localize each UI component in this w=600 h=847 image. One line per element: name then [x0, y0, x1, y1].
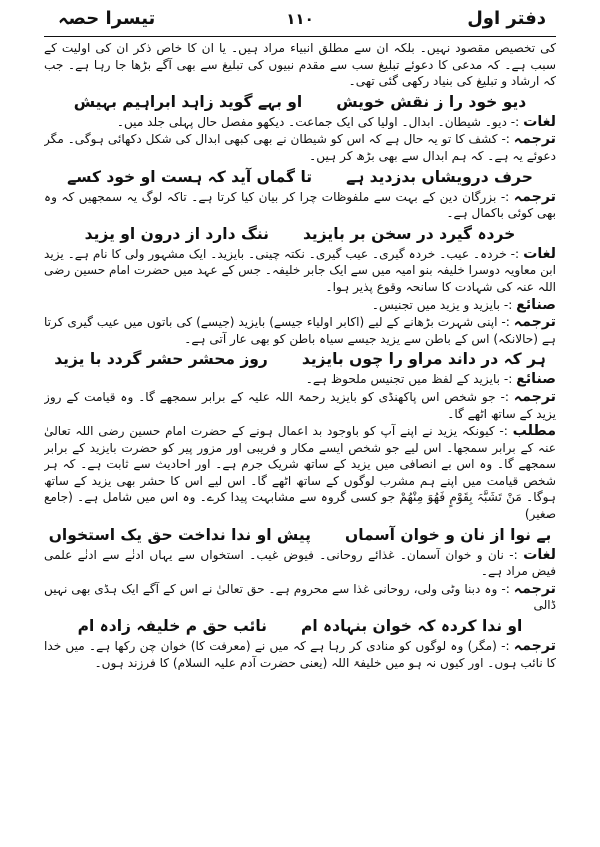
verse-hemistich-second: ننگ دارد از درون او یزید [84, 224, 269, 243]
verse-hemistich-second: روز محشر حشر گردد با یزید [54, 350, 268, 369]
verse-hemistich-first: او ندا کردہ کہ خوان بنہادہ ام [300, 617, 523, 636]
paragraph-text: :- کیونکہ یزید نے اپنے آپ کو باوجود بد اعمال ہونے کے حضرت امام حسین رضی اللہ تعالیٰ عنہ کے برابر سمجھا۔ اس لیے جو شخص ایسے مکار و فریبی اور مزور پیر کو حضرت بایزید کے برابر سمجھے گا۔ وہ اس بے انصافی میں یزید کے ساتھ شریک جرم ہے۔ اور احادیث سے ثابت ہے۔ کہ ہر شخص قیامت میں اپنے ہم مشرب لوگوں کے ساتھ اٹھے گا۔ اس لیے اس کا حشر بھی یزید کے ساتھ ہوگا۔ مَنْ تَشَبَّہَ بِقَوْمٍ فَھُوَ مِنْھُمْ جو کسی گروہ سے مشابہت پیدا کرے۔ وہ اس میں شامل ہے۔ (جامع صغیر) [44, 424, 556, 522]
verse-line [44, 167, 556, 188]
paragraph-text: :- جو شخص اس پاکھنڈی کو بایزید رحمۃ اللہ علیہ کے برابر سمجھے گا۔ وہ قیامت کے روز یزید کے ساتھ اٹھے گا۔ [44, 389, 556, 421]
paragraph-text: :- کشف کا تو یہ حال ہے کہ اس کو شیطان نے بھی کبھی ابدال کی شکل دکھائی ہوگی۔ مگر دعوئے یہ ہے۔ کہ ہم ابدال سے بھی بڑھ کر ہیں۔ [44, 132, 556, 163]
paragraph-text: :- (مگر) وہ لوگوں کو منادی کر رہا ہے کہ میں نے (معرفت کا) خوان چن رکھا ہے۔ میں خدا کا نائب ہوں۔ اور کیوں نہ ہو میں خلیفۃ اللہ (یعنی حضرت آدم علیہ السلام) کا فرزند ہوں۔ [44, 639, 556, 670]
commentary-paragraph [44, 314, 556, 347]
section-label: ترجمہ [513, 131, 556, 148]
verse-line [44, 224, 556, 245]
header-book-volume: دفتر اول [467, 8, 546, 29]
commentary-paragraph [44, 131, 556, 164]
section-label: لغات [523, 245, 556, 262]
paragraph-text: :- بایزید و یزید میں تجنیس۔ [371, 297, 513, 312]
commentary-paragraph [44, 297, 556, 314]
paragraph-text: :- بایزید کے لفظ میں تجنیس ملحوظ ہے۔ [305, 372, 513, 387]
verse-line [44, 92, 556, 113]
section-label: ترجمہ [513, 188, 556, 205]
verse-hemistich-second: نائب حق م خلیفہ زادہ ام [77, 617, 267, 636]
paragraph-text: :- خردہ۔ عیب۔ خردہ گیری۔ عیب گیری۔ نکتہ چینی۔ بایزید۔ ایک مشہور ولی کا نام ہے۔ یزید ابن معاویہ دوسرا خلیفہ بنو امیہ میں سے ایک جابر خلیفہ۔ جس کے عہد میں حضرت امام حسین رضی اللہ عنہ کی شہادت کا سانحہ وقوع پذیر ہوا۔ [44, 246, 556, 294]
paragraph-text: :- وہ دبنا وٹی ولی، روحانی غذا سے محروم ہے۔ حق تعالیٰ نے اس کے آگے ایک ہڈی بھی نہیں ڈالی [44, 581, 556, 613]
commentary-paragraph [44, 189, 556, 222]
paragraph-text: :- دیو۔ شیطان۔ ابدال۔ اولیا کی ایک جماعت۔ دیکھو مفصل حال پہلی جلد میں۔ [116, 114, 520, 129]
verse-hemistich-first: ہر کہ در داند مراو را چوں بایزید [301, 350, 546, 369]
page-body [44, 40, 556, 841]
verse-hemistich-first: حرف درویشاں بدزدید ہے [346, 167, 533, 186]
verse-line [44, 349, 556, 370]
verse-line [44, 525, 556, 546]
paragraph-text: :- اپنی شہرت بڑھانے کے لیے (اکابر اولیاء جیسے) بایزید (جیسے) کی باتوں میں عیب گیری کرتا ہے (حالانکہ) اس کے باطن سے یزید جیسے سیاہ باطن کو بھی عار آتی ہے۔ [44, 315, 556, 346]
section-label: ترجمہ [513, 580, 556, 597]
verse-hemistich-second: پیش او ندا نداخت حق یک استخواں [48, 525, 311, 544]
commentary-paragraph [44, 547, 556, 580]
verse-hemistich-first: بے نوا از نان و خوان آسماں [344, 525, 552, 544]
commentary-paragraph [44, 371, 556, 388]
verse-hemistich-first: خردہ گیرد در سخن بر بایزید [302, 224, 516, 243]
commentary-paragraph [44, 581, 556, 614]
commentary-paragraph [44, 114, 556, 131]
paragraph-text: :- نان و خوان آسمان۔ غذائے روحانی۔ فیوض غیب۔ استخواں سے یہاں ادنٰے سے ادنٰے علمی فیض مراد ہے۔ [44, 547, 556, 579]
page-number: ۱۱۰ [286, 10, 314, 28]
paragraph-text: کی تخصیص مقصود نہیں۔ بلکہ ان سے مطلق انبیاء مراد ہیں۔ یا ان کا خاص ذکر ان کی اولیت کے سبب ہے۔ کہ مدعی کا دعوئے تبلیغ سب سے مقدم نبیوں کی تبلیغ سے بھی آگے بڑھا جا رہا ہے۔ جب کہ ارشاد و تبلیغ کی بنیاد رکھی گئی تھی۔ [44, 41, 556, 89]
commentary-paragraph [44, 246, 556, 296]
section-label: صنائع [516, 371, 556, 388]
page-header [44, 8, 556, 36]
verse-hemistich-second: تا گماں آید کہ ہست او خود کسے [67, 167, 313, 186]
section-label: صنائع [516, 296, 556, 313]
section-label: مطلب [512, 423, 556, 440]
section-label: لغات [523, 546, 556, 563]
section-label: لغات [523, 113, 556, 130]
section-label: ترجمہ [513, 314, 556, 331]
commentary-paragraph [44, 423, 556, 523]
section-label: ترجمہ [513, 638, 556, 655]
paragraph-text: :- بزرگان دین کے بہت سے ملفوظات چرا کر بیان کیا کرتا ہے۔ تاکہ لوگ یہ سمجھیں کہ وہ بھی کوئی باکمال ہے۔ [44, 189, 556, 221]
header-rule [44, 36, 556, 37]
section-label: ترجمہ [513, 388, 556, 405]
verse-hemistich-first: دیو خود را ز نقش خویش [336, 92, 527, 111]
verse-line [44, 616, 556, 637]
text-paragraph [44, 40, 556, 90]
commentary-paragraph [44, 638, 556, 671]
commentary-paragraph [44, 389, 556, 422]
verse-hemistich-second: او بہے گوید زاہد ابراہیم بہیش [73, 92, 303, 111]
header-part: تیسرا حصہ [58, 8, 156, 29]
